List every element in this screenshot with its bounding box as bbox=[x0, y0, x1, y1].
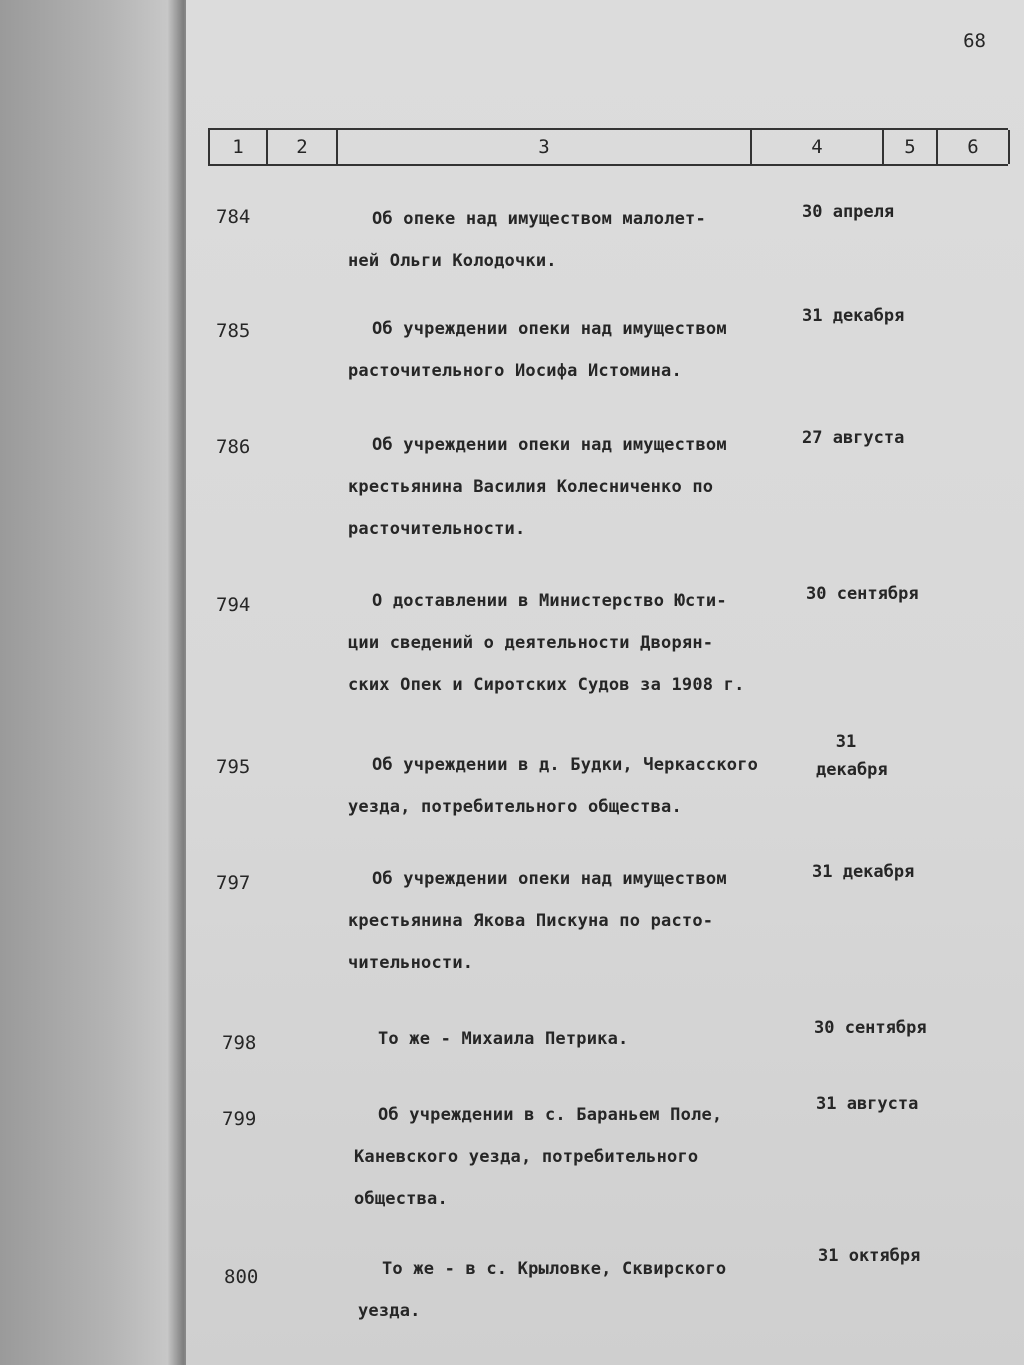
column-3-header: 3 bbox=[336, 130, 750, 164]
entry-description: Об учреждении опеки над имуществом крестьянина Якова Пискуна по расто- чительности. bbox=[348, 869, 727, 973]
entry-date: 31 августа bbox=[816, 1094, 919, 1114]
entry-number: 785 bbox=[216, 320, 251, 342]
entry-number: 784 bbox=[216, 206, 251, 228]
column-5-header: 5 bbox=[882, 130, 936, 164]
column-4-header: 4 bbox=[750, 130, 882, 164]
entry-number: 797 bbox=[216, 872, 251, 894]
entry-description: Об учреждении опеки над имуществом крестьянина Василия Колесниченко по расточительности. bbox=[348, 435, 727, 539]
entry-date: 30 сентября bbox=[814, 1018, 927, 1038]
entry-date: 30 апреля bbox=[802, 202, 895, 222]
column-6-header: 6 bbox=[936, 130, 1010, 164]
page-number: 68 bbox=[963, 30, 986, 52]
entry-date: 31 декабря bbox=[812, 862, 915, 882]
entry-date: 27 августа bbox=[802, 428, 905, 448]
entry-description: Об учреждении опеки над имуществом расточительного Иосифа Истомина. bbox=[348, 319, 727, 381]
entry-date: 31 октября bbox=[818, 1246, 921, 1266]
column-header bbox=[208, 128, 1008, 166]
entry-number: 798 bbox=[222, 1032, 257, 1054]
entry-description: То же - Михаила Петрика. bbox=[378, 1029, 629, 1049]
entry-number: 795 bbox=[216, 756, 251, 778]
entry-number: 786 bbox=[216, 436, 251, 458]
entry-description: Об учреждении в с. Бараньем Поле, Каневского уезда, потребительного общества. bbox=[354, 1105, 723, 1209]
entry-number: 800 bbox=[224, 1266, 259, 1288]
entry-number: 799 bbox=[222, 1108, 257, 1130]
document-page bbox=[186, 0, 1024, 1365]
entry-description: Об опеке над имуществом малолет- ней Ольги Колодочки. bbox=[348, 209, 706, 271]
entry-date: 31 декабря bbox=[802, 306, 905, 326]
entry-date: 30 сентября bbox=[806, 584, 919, 604]
column-2-header: 2 bbox=[266, 130, 336, 164]
entry-date: 31 декабря bbox=[816, 732, 888, 780]
entry-description: Об учреждении в д. Будки, Черкасского уезда, потребительного общества. bbox=[348, 755, 759, 817]
entry-description: То же - в с. Крыловке, Сквирского уезда. bbox=[358, 1259, 727, 1321]
entry-description: О доставлении в Министерство Юсти- ции сведений о деятельности Дворян- ских Опек и Сиротских Судов за 1908 г. bbox=[348, 591, 745, 695]
column-1-header: 1 bbox=[208, 130, 266, 164]
entry-number: 794 bbox=[216, 594, 251, 616]
